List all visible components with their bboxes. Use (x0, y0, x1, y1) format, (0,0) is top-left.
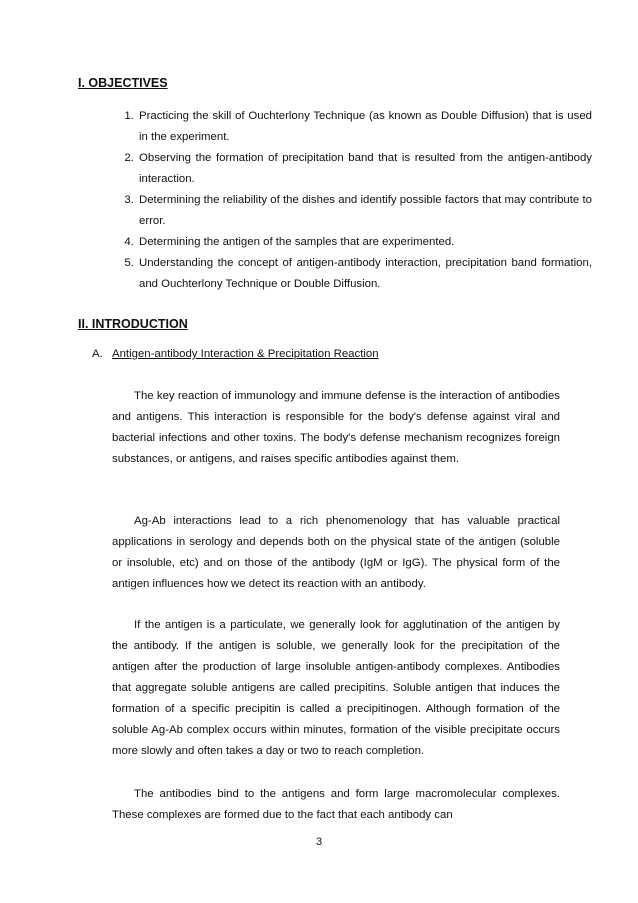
list-item: 5. Understanding the concept of antigen-antibody interaction, precipitation band formation, and Ouchterlony Technique or Double Diffusion. (137, 253, 592, 295)
objectives-list (107, 106, 592, 295)
subsection-letter: A. (92, 348, 103, 360)
page-number: 3 (315, 836, 323, 848)
objectives-heading: I. OBJECTIVES (78, 76, 168, 90)
list-item: 3. Determining the reliability of the dishes and identify possible factors that may contribute to error. (137, 190, 592, 232)
list-item: 4. Determining the antigen of the samples that are experimented. (137, 232, 592, 253)
list-item: 2. Observing the formation of precipitation band that is resulted from the antigen-antibody interaction. (137, 148, 592, 190)
list-item: 1. Practicing the skill of Ouchterlony Technique (as known as Double Diffusion) that is used in the experiment. (137, 106, 592, 148)
paragraph: The key reaction of immunology and immune defense is the interaction of antibodies and antigens. This interaction is responsible for the body's defense against viral and bacterial infections and other toxins. The body's defense mechanism recognizes foreign substances, or antigens, and raises specific antibodies against them. (112, 390, 560, 465)
subsection-heading (92, 348, 379, 360)
paragraph: Ag-Ab interactions lead to a rich phenomenology that has valuable practical applications in serology and depends both on the physical state of the antigen (soluble or insoluble, etc) and on those of the antibody (IgM or IgG). The physical form of the antigen influences how we detect its reaction with an antibody. (112, 515, 560, 590)
introduction-heading: II. INTRODUCTION (78, 317, 188, 331)
paragraph: If the antigen is a particulate, we generally look for agglutination of the antigen by the antibody. If the antigen is soluble, we generally look for the precipitation of the antigen after the production of large insoluble antigen-antibody complexes. Antibodies that aggregate soluble antigens are called precipitins. Soluble antigen that induces the formation of a specific precipitin is called a precipitinogen. Although formation of the soluble Ag-Ab complex occurs within minutes, formation of the visible precipitate occurs more slowly and often takes a day or two to reach completion. (112, 619, 560, 757)
paragraph: The antibodies bind to the antigens and form large macromolecular complexes. These complexes are formed due to the fact that each antibody can (112, 788, 560, 821)
subsection-title: Antigen-antibody Interaction & Precipitation Reaction (112, 348, 379, 360)
